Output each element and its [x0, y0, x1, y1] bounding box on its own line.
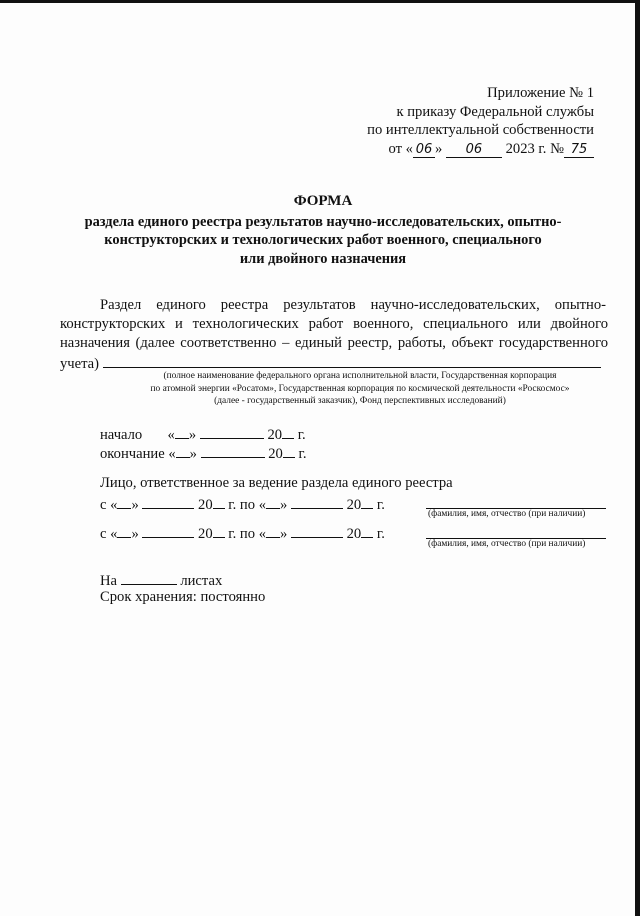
note-line-3: (далее - государственный заказчик), Фонд перспективных исследований)	[214, 396, 506, 407]
scan-edge-right	[635, 0, 640, 916]
pages-blank	[121, 569, 177, 585]
note-line-2: по атомной энергии «Росатом», Государственная корпорация по космической деятельности «Роскосмос»	[150, 383, 570, 394]
responsible-period-row-2	[100, 522, 385, 544]
period2-from-month	[142, 522, 194, 538]
period2-from-close: »	[131, 526, 139, 542]
responsible-period-row-1	[100, 493, 385, 515]
start-label: начало	[100, 427, 143, 443]
paragraph-line-3: назначения (далее соответственно – единый реестр, работы, объект государственного	[60, 335, 608, 351]
appendix-block	[334, 84, 594, 158]
period1-to-close: »	[280, 497, 288, 513]
end-year-prefix: 20	[268, 446, 283, 462]
paragraph-line-1: Раздел единого реестра результатов научно-исследовательских, опытно-	[100, 297, 606, 313]
end-year-suffix: г.	[298, 446, 307, 462]
appendix-line-3: по интеллектуальной собственности	[367, 122, 594, 138]
start-close-quote: »	[188, 427, 197, 443]
handwritten-day: 06	[413, 143, 435, 158]
period2-to-close: »	[280, 526, 288, 542]
responsible-heading: Лицо, ответственное за ведение раздела единого реестра	[100, 475, 453, 491]
date-open-quote: от «	[388, 140, 413, 157]
start-year-prefix: 20	[267, 427, 283, 443]
title-line-1: раздела единого реестра результатов научно-исследовательских, опытно-	[84, 213, 562, 230]
appendix-date-line	[334, 140, 594, 159]
period1-from: с «	[100, 497, 118, 513]
note-line-1: (полное наименование федерального органа исполнительной власти, Государственная корпорация	[163, 371, 557, 381]
end-date-row	[100, 442, 306, 464]
start-year-suffix: г.	[297, 427, 306, 443]
date-year-number-label: 2023 г. №	[505, 140, 564, 157]
title-heading: ФОРМА	[293, 193, 353, 209]
appendix-line-1: Приложение № 1	[487, 85, 594, 101]
scan-edge-top	[0, 0, 640, 3]
period2-to: г. по «	[228, 526, 266, 542]
period1-to-year	[361, 493, 373, 509]
appendix-line-2: к приказу Федеральной службы	[396, 103, 594, 120]
paragraph-line-2: конструкторских и технологических работ военного, специального или двойного	[60, 316, 608, 332]
period1-to: г. по «	[228, 497, 266, 513]
period1-to-year-prefix: 20	[346, 497, 362, 513]
handwritten-number: 75	[564, 143, 594, 158]
start-open-quote: «	[167, 427, 175, 443]
pages-suffix: листах	[180, 573, 223, 589]
title-line-3: или двойного назначения	[239, 250, 407, 267]
period2-to-day	[266, 522, 280, 538]
end-month-blank	[201, 442, 265, 458]
period1-from-year-prefix: 20	[198, 497, 213, 513]
end-label: окончание	[100, 446, 165, 462]
period1-name-note: (фамилия, имя, отчество (при наличии)	[428, 509, 586, 519]
title-line-2: конструкторских и технологических работ военного, специального	[104, 232, 542, 248]
period2-to-year-prefix: 20	[346, 526, 362, 542]
period1-from-year	[213, 493, 225, 509]
paragraph-line-4-text: учета)	[60, 356, 100, 372]
period1-to-day	[266, 493, 280, 509]
customer-name-note	[110, 370, 610, 408]
start-month-blank	[200, 423, 264, 439]
period1-from-day	[117, 493, 131, 509]
period1-to-month	[291, 493, 343, 509]
period2-from-year	[213, 522, 225, 538]
period1-from-month	[142, 493, 194, 509]
start-year-blank	[282, 423, 294, 439]
end-open-quote: «	[168, 446, 176, 462]
period2-from: с «	[100, 526, 118, 542]
period2-from-year-prefix: 20	[198, 526, 213, 542]
pages-prefix: На	[100, 573, 118, 589]
period2-to-year	[361, 522, 373, 538]
period1-to-year-suffix: г.	[376, 497, 385, 513]
storage-period: Срок хранения: постоянно	[100, 589, 266, 605]
customer-name-line	[103, 353, 601, 368]
handwritten-month: 06	[446, 143, 502, 158]
end-close-quote: »	[189, 446, 197, 462]
end-year-blank	[283, 442, 295, 458]
period2-name-note: (фамилия, имя, отчество (при наличии)	[428, 539, 586, 549]
period1-from-close: »	[131, 497, 139, 513]
period2-to-year-suffix: г.	[376, 526, 385, 542]
period2-from-day	[117, 522, 131, 538]
period2-to-month	[291, 522, 343, 538]
date-close-quote: »	[434, 140, 443, 157]
end-day-blank	[176, 442, 190, 458]
start-day-blank	[175, 423, 189, 439]
form-title	[40, 192, 606, 268]
